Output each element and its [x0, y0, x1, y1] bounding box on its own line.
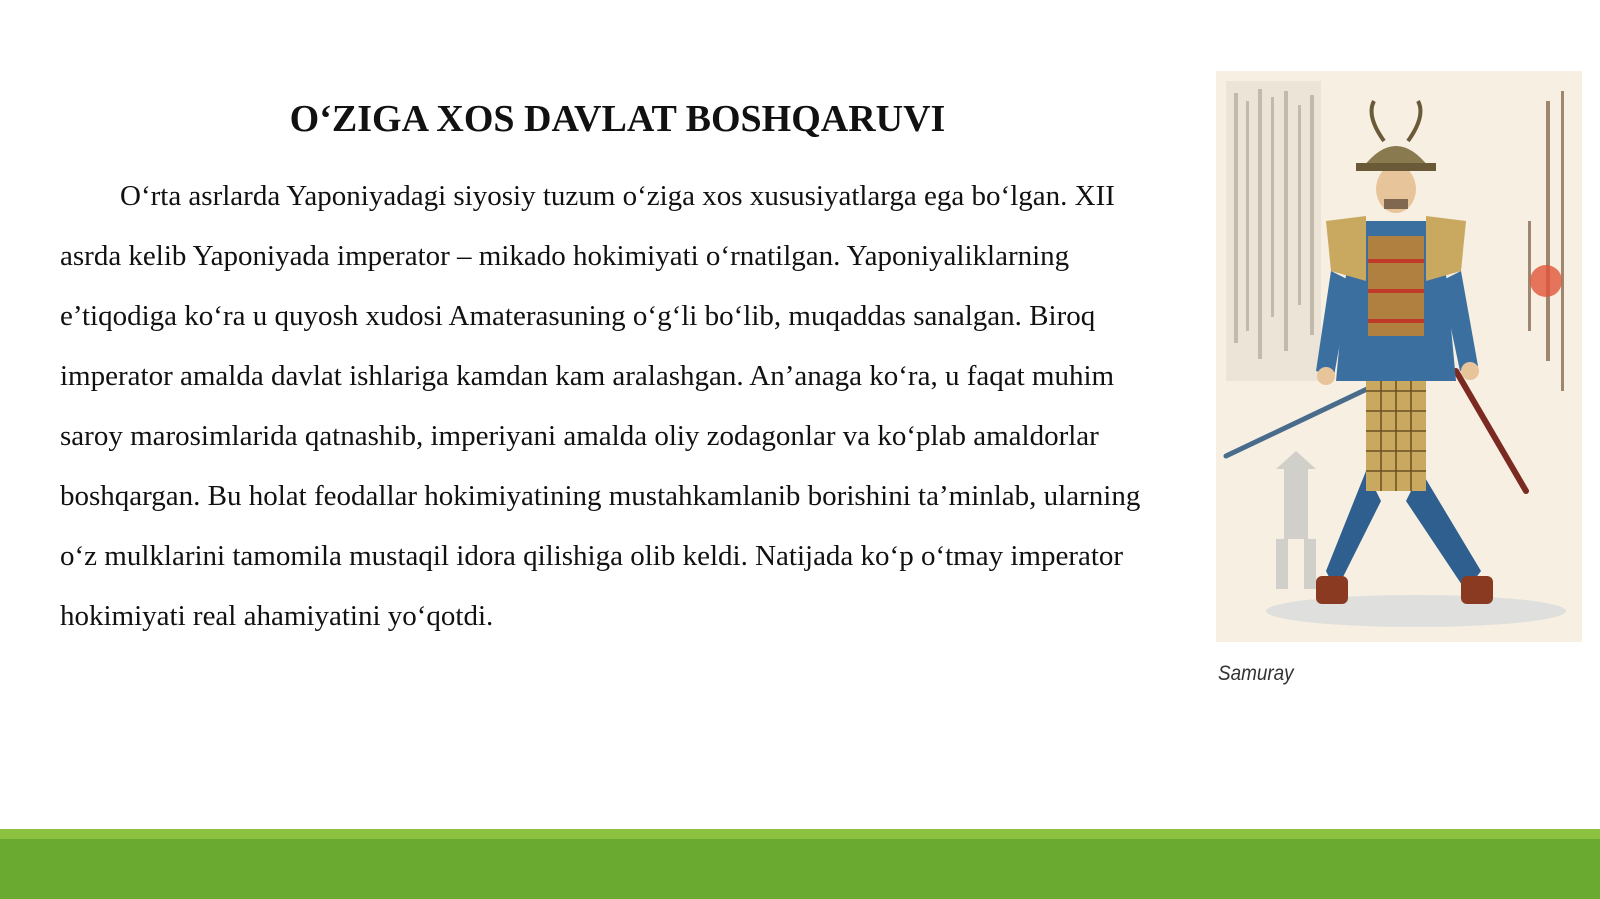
samurai-illustration	[1216, 71, 1582, 642]
slide-body-text: O‘rta asrlarda Yaponiyadagi siyosiy tuzum o‘ziga xos xususiyatlarga ega bo‘lgan. XII asrda kelib Yaponiyada imperator – mikado hokimiyati o‘rnatilgan. Yaponiyaliklarning e’tiqodiga ko‘ra u quyosh xudosi Amaterasuning o‘g‘li bo‘lib, muqaddas sanalgan. Biroq imperator amalda davlat ishlariga kamdan kam aralashgan. An’anaga ko‘ra, u faqat muhim saroy marosimlarida qatnashib, imperiyani amalda oliy zodagonlar va ko‘plab amaldorlar boshqargan. Bu holat feodallar hokimiyatining mustahkamlanib borishini ta’minlab, ularning o‘z mulklarini tamomila mustaqil idora qilishiga olib keldi. Natijada ko‘p o‘tmay imperator hokimiyati real ahamiyatini yo‘qotdi.	[60, 180, 1141, 632]
slide-title: O‘ZIGA XOS DAVLAT BOSHQARUVI	[289, 98, 946, 140]
footer-accent-stripe	[0, 829, 1600, 839]
image-caption: Samuray	[1218, 662, 1294, 685]
footer-bar	[0, 839, 1600, 899]
